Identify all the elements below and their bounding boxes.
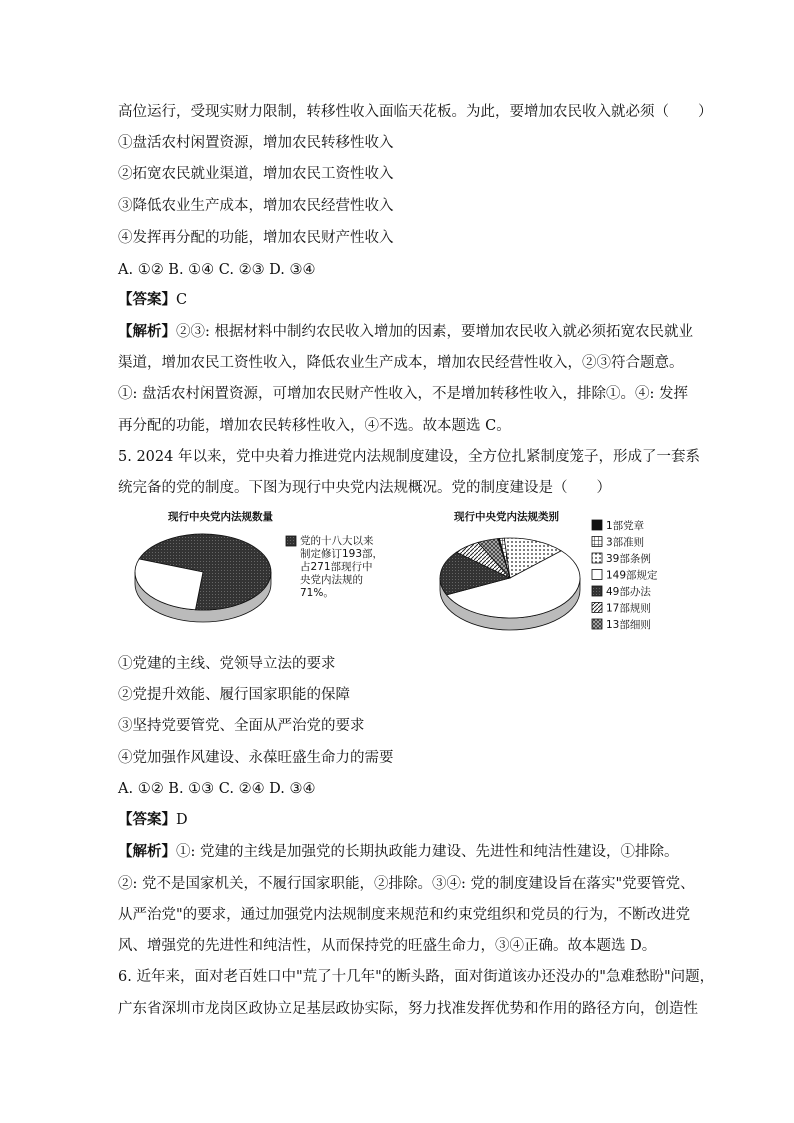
analysis-text: ②③: 根据材料中制约农民收入增加的因素，要增加农民收入就必须拓宽农民就业: [176, 324, 693, 340]
q5-stem-2: 统完备的党的制度。下图为现行中央党内法规概况。党的制度建设是（ ）: [118, 480, 611, 496]
left-legend: [300, 534, 383, 599]
left-legend-line: 占271部现行中: [300, 561, 373, 573]
right-legend-swatch: [592, 520, 602, 530]
q4-choices: A. ①② B. ①④ C. ②③ D. ③④: [118, 262, 316, 278]
right-legend-swatch: [592, 537, 602, 547]
left-pie: [135, 534, 271, 622]
q4-analysis-1: [118, 322, 693, 342]
q5-option-2: ②党提升效能、履行国家职能的保障: [118, 687, 350, 703]
answer-label: 【答案】: [118, 811, 176, 828]
q4-analysis-4: 再分配的功能，增加农民转移性收入，④不选。故本题选 C。: [118, 418, 511, 434]
q4-analysis-3: ①: 盘活农村闲置资源，可增加农民财产性收入，不是增加转移性收入，排除①。④: 发挥: [118, 386, 688, 402]
left-chart-title: 现行中央党内法规数量: [168, 511, 273, 523]
pie-charts-svg: [118, 500, 678, 640]
answer-label: 【答案】: [118, 291, 176, 308]
analysis-label: 【解析】: [118, 323, 176, 340]
q5-analysis-4: 风、增强党的先进性和纯洁性，从而保持党的旺盛生命力，③④正确。故本题选 D。: [118, 938, 657, 954]
left-legend-line: 央党内法规的: [300, 574, 363, 586]
q6-stem-1: 6. 近年来，面对老百姓口中"荒了十几年"的断头路，面对街道该办还没办的"急难愁盼"问题，: [118, 969, 715, 985]
right-legend: [592, 519, 658, 631]
q4-analysis-2: 渠道，增加农民工资性收入，降低农业生产成本，增加农民经营性收入，②③符合题意。: [118, 355, 684, 371]
right-legend-swatch: [592, 619, 602, 629]
q6-stem-2: 广东省深圳市龙岗区政协立足基层政协实际，努力找准发挥优势和作用的路径方向，创造性: [118, 1001, 698, 1017]
analysis-label: 【解析】: [118, 843, 176, 860]
left-legend-line: 71%。: [300, 587, 334, 599]
q4-option-4: ④发挥再分配的功能，增加农民财产性收入: [118, 230, 394, 246]
right-legend-swatch: [592, 570, 602, 580]
right-pie: [440, 538, 580, 630]
q5-analysis-1: [118, 842, 679, 862]
q4-option-1: ①盘活农村闲置资源，增加农民转移性收入: [118, 135, 394, 151]
left-legend-line: 制定修订193部，: [300, 548, 384, 560]
q5-figure: [118, 500, 678, 640]
right-legend-swatch: [592, 553, 602, 563]
right-legend-swatch: [592, 586, 602, 596]
right-legend-label: 3部准则: [606, 536, 645, 549]
q4-option-2: ②拓宽农民就业渠道，增加农民工资性收入: [118, 166, 394, 182]
right-legend-label: 49部办法: [606, 586, 651, 598]
right-legend-swatch: [592, 603, 602, 613]
q4-answer: [118, 290, 187, 310]
analysis-text: ①: 党建的主线是加强党的长期执政能力建设、先进性和纯洁性建设，①排除。: [176, 844, 679, 860]
left-legend-swatch: [286, 536, 296, 546]
q5-choices: A. ①② B. ①③ C. ②④ D. ③④: [118, 781, 316, 797]
q5-stem-1: 5. 2024 年以来，党中央着力推进党内法规制度建设，全方位扎紧制度笼子，形成了一套系: [118, 449, 700, 465]
q5-analysis-3: 从严治党"的要求，通过加强党内法规制度来规范和约束党组织和党员的行为，不断改进党: [118, 907, 691, 923]
right-legend-label: 17部规则: [606, 602, 651, 615]
q5-option-4: ④党加强作风建设、永葆旺盛生命力的需要: [118, 750, 394, 766]
q5-answer: [118, 810, 188, 830]
right-legend-label: 149部规定: [606, 569, 658, 582]
right-legend-label: 1部党章: [606, 520, 645, 532]
q5-analysis-2: ②: 党不是国家机关，不履行国家职能，②排除。③④: 党的制度建设旨在落实"党要管党、: [118, 876, 695, 892]
q4-stem-tail: 高位运行，受现实财力限制，转移性收入面临天花板。为此，要增加农民收入就必须（ ）: [118, 104, 713, 120]
q5-option-1: ①党建的主线、党领导立法的要求: [118, 656, 336, 672]
q4-option-3: ③降低农业生产成本，增加农民经营性收入: [118, 198, 394, 214]
answer-value: D: [176, 812, 188, 828]
right-chart-title: 现行中央党内法规类别: [454, 511, 559, 523]
right-legend-label: 39部条例: [606, 553, 651, 565]
answer-value: C: [176, 292, 188, 308]
left-legend-line: 党的十八大以来: [300, 535, 374, 547]
right-legend-label: 13部细则: [606, 619, 651, 631]
q5-option-3: ③坚持党要管党、全面从严治党的要求: [118, 718, 365, 734]
